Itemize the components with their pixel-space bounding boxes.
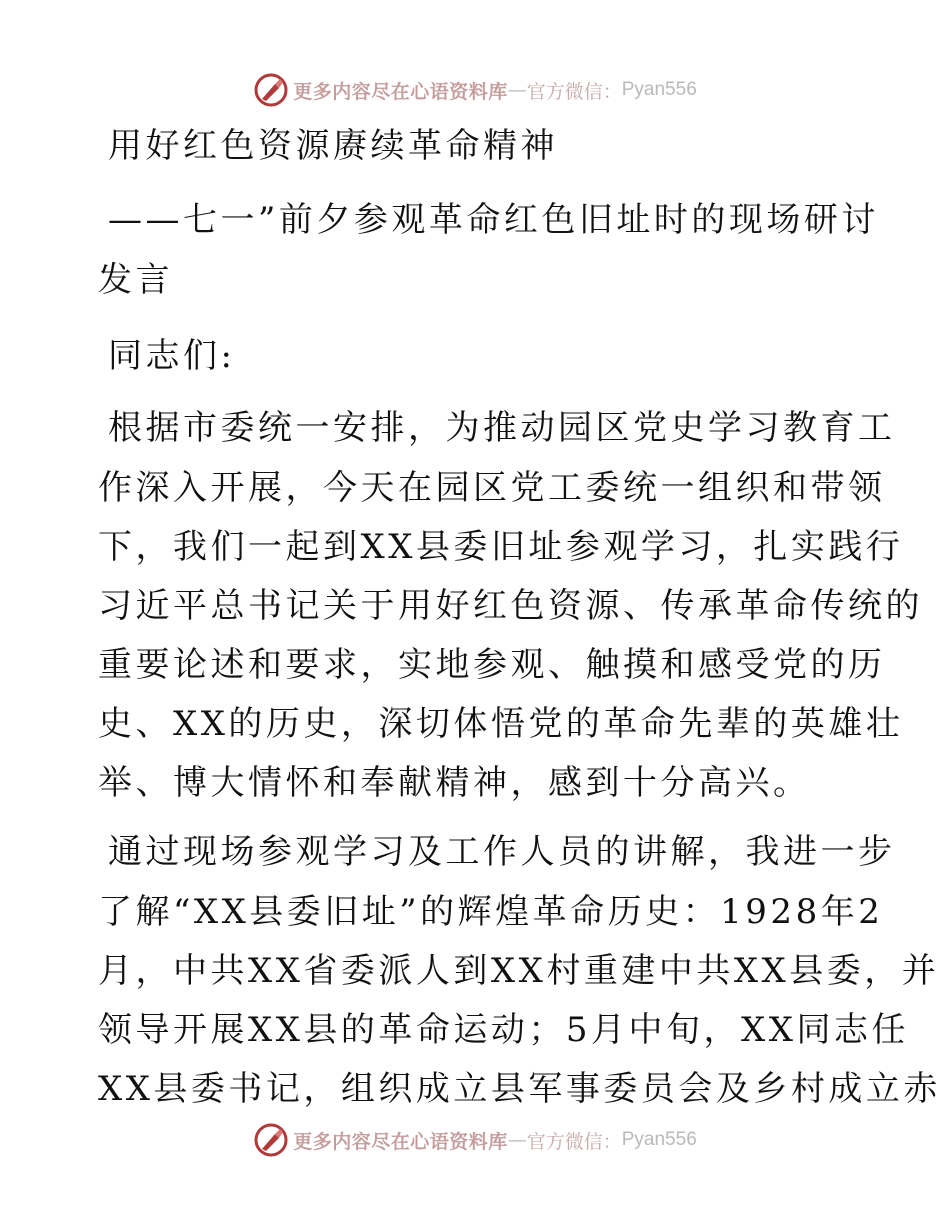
watermark-wechat-id: Pyan556 xyxy=(621,1129,697,1150)
pen-logo-icon xyxy=(253,1122,289,1158)
watermark-wechat-id: Pyan556 xyxy=(621,79,697,100)
paragraph1-line-4: 习近平总书记关于用好红色资源、传承革命传统的 xyxy=(98,586,923,626)
paragraph1-line-1: 根据市委统一安排，为推动园区党史学习教育工 xyxy=(108,408,896,448)
watermark-wechat-label: 官方微信： xyxy=(526,80,622,103)
paragraph1-line-5: 重要论述和要求，实地参观、触摸和感受党的历 xyxy=(98,645,886,685)
watermark-wechat-label: 官方微信： xyxy=(526,1130,622,1153)
watermark-text: 更多内容尽在心语资料库 xyxy=(293,1130,508,1153)
paragraph1-line-2: 作深入开展，今天在园区党工委统一组织和带领 xyxy=(98,468,886,508)
watermark-separator: — xyxy=(507,79,527,101)
watermark-banner-top xyxy=(0,70,950,110)
paragraph2-line-5: XX县委书记，组织成立县军事委员会及乡村成立赤 xyxy=(98,1069,941,1109)
paragraph2-line-4: 领导开展XX县的革命运动；5月中旬，XX同志任 xyxy=(98,1010,909,1050)
salutation: 同志们: xyxy=(108,336,236,376)
paragraph1-line-6: 史、XX的历史，深切体悟党的革命先辈的英雄壮 xyxy=(98,704,904,744)
watermark-separator: — xyxy=(507,1129,527,1151)
subtitle-line-1: ——七一”前夕参观革命红色旧址时的现场研讨 xyxy=(108,200,879,240)
paragraph2-line-2: 了解“XX县委旧址”的辉煌革命历史：1928年2 xyxy=(98,892,884,932)
watermark-text: 更多内容尽在心语资料库 xyxy=(293,80,508,103)
subtitle-line-2: 发言 xyxy=(98,260,173,300)
watermark-banner-bottom xyxy=(0,1120,950,1160)
paragraph2-line-3: 月，中共XX省委派人到XX村重建中共XX县委，并 xyxy=(98,951,940,991)
paragraph2-line-1: 通过现场参观学习及工作人员的讲解，我进一步 xyxy=(108,832,896,872)
document-title: 用好红色资源赓续革命精神 xyxy=(108,126,558,166)
paragraph1-line-3: 下，我们一起到XX县委旧址参观学习，扎实践行 xyxy=(98,527,904,567)
pen-logo-icon xyxy=(253,72,289,108)
paragraph1-line-7: 举、博大情怀和奉献精神，感到十分高兴。 xyxy=(98,763,811,803)
